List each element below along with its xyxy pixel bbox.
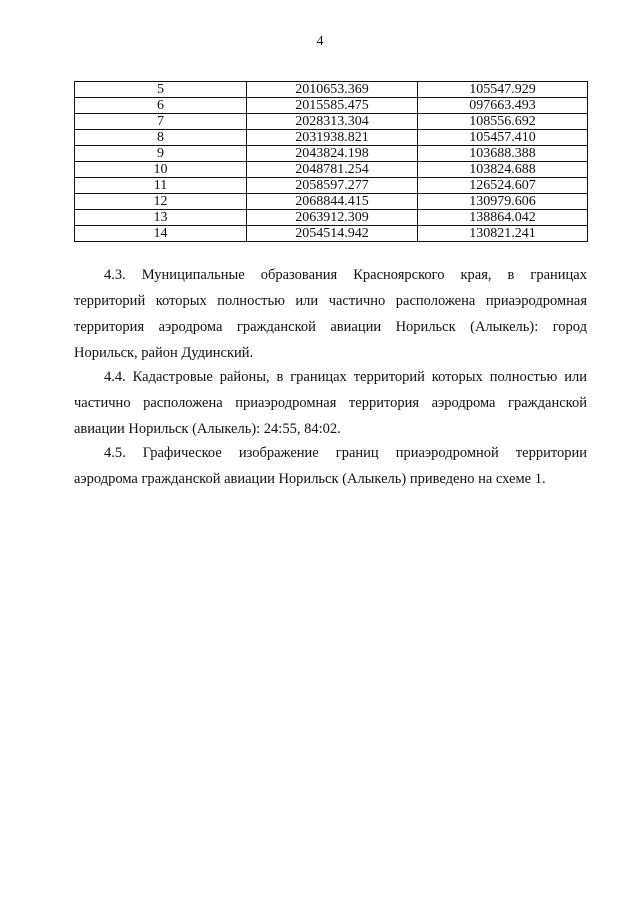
y-coordinate-cell: 108556.692 xyxy=(418,114,588,130)
coordinates-table-body xyxy=(75,82,588,242)
x-coordinate-cell: 2054514.942 xyxy=(247,226,418,242)
x-coordinate-cell: 2028313.304 xyxy=(247,114,418,130)
point-number-cell: 6 xyxy=(75,98,247,114)
point-number-cell: 8 xyxy=(75,130,247,146)
table-row xyxy=(75,146,588,162)
y-coordinate-cell: 130979.606 xyxy=(418,194,588,210)
paragraph-4-4 xyxy=(74,364,587,442)
x-coordinate-cell: 2058597.277 xyxy=(247,178,418,194)
x-coordinate-cell: 2068844.415 xyxy=(247,194,418,210)
y-coordinate-cell: 105457.410 xyxy=(418,130,588,146)
table-row xyxy=(75,114,588,130)
x-coordinate-cell: 2010653.369 xyxy=(247,82,418,98)
x-coordinate-cell: 2063912.309 xyxy=(247,210,418,226)
y-coordinate-cell: 138864.042 xyxy=(418,210,588,226)
page-number: 4 xyxy=(316,34,324,49)
point-number-cell: 10 xyxy=(75,162,247,178)
table-row xyxy=(75,130,588,146)
point-number-cell: 5 xyxy=(75,82,247,98)
table-row xyxy=(75,98,588,114)
table-row xyxy=(75,162,588,178)
x-coordinate-cell: 2015585.475 xyxy=(247,98,418,114)
point-number-cell: 12 xyxy=(75,194,247,210)
point-number-cell: 7 xyxy=(75,114,247,130)
y-coordinate-cell: 103824.688 xyxy=(418,162,588,178)
table-row xyxy=(75,178,588,194)
x-coordinate-cell: 2048781.254 xyxy=(247,162,418,178)
y-coordinate-cell: 103688.388 xyxy=(418,146,588,162)
paragraph-4-3 xyxy=(74,262,587,366)
y-coordinate-cell: 105547.929 xyxy=(418,82,588,98)
y-coordinate-cell: 126524.607 xyxy=(418,178,588,194)
coordinates-table xyxy=(74,81,588,242)
paragraph-4-5 xyxy=(74,440,587,492)
y-coordinate-cell: 097663.493 xyxy=(418,98,588,114)
table-row xyxy=(75,194,588,210)
paragraph-4-5-text: 4.5. Графическое изображение границ приаэродромной территории аэродрома гражданской авиации Норильск (Алыкель) приведено на схеме 1. xyxy=(74,445,587,487)
point-number-cell: 13 xyxy=(75,210,247,226)
x-coordinate-cell: 2031938.821 xyxy=(247,130,418,146)
point-number-cell: 11 xyxy=(75,178,247,194)
point-number-cell: 14 xyxy=(75,226,247,242)
table-row xyxy=(75,226,588,242)
paragraph-4-3-text: 4.3. Муниципальные образования Красноярского края, в границах территорий которых полностью или частично расположена приаэродромная территория аэродрома гражданской авиации Норильск (Алыкель): город Норильск, район Дудинский. xyxy=(74,267,587,361)
point-number-cell: 9 xyxy=(75,146,247,162)
table-row xyxy=(75,210,588,226)
table-row xyxy=(75,82,588,98)
y-coordinate-cell: 130821.241 xyxy=(418,226,588,242)
x-coordinate-cell: 2043824.198 xyxy=(247,146,418,162)
paragraph-4-4-text: 4.4. Кадастровые районы, в границах территорий которых полностью или частично расположена приаэродромная территория аэродрома гражданской авиации Норильск (Алыкель): 24:55, 84:02. xyxy=(74,369,587,437)
